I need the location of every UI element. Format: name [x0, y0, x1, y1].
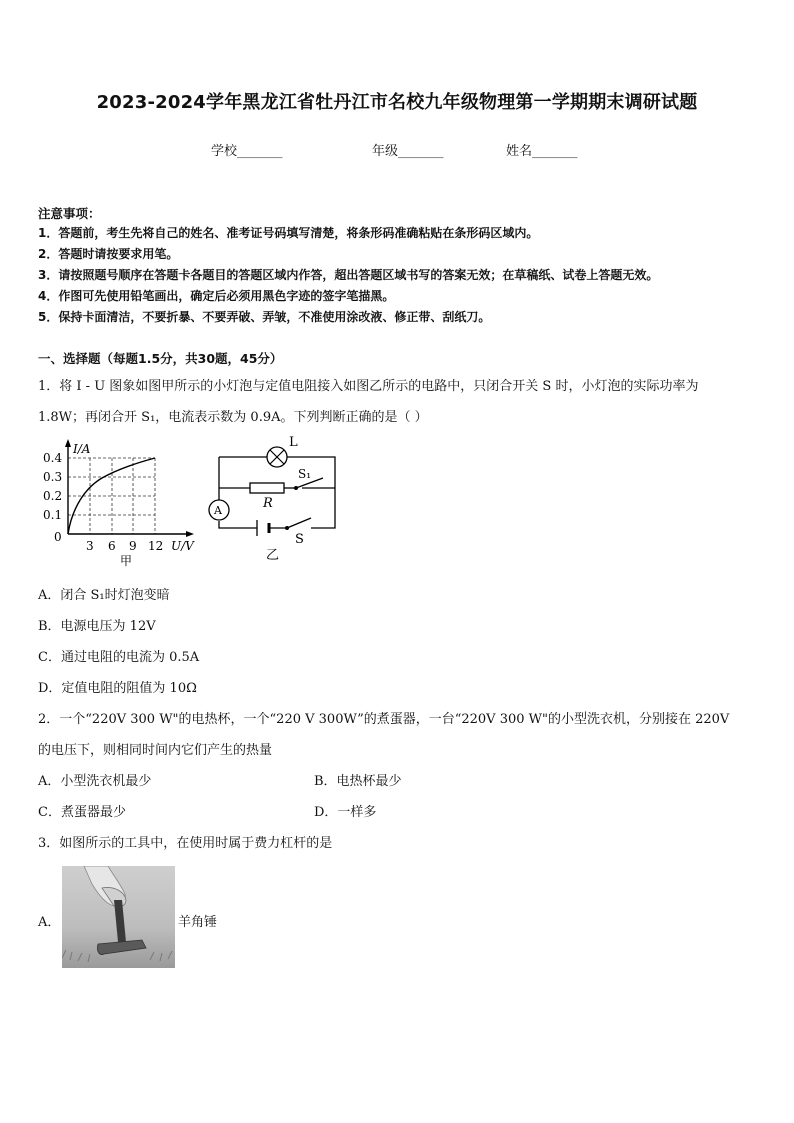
graph-origin: 0	[54, 530, 62, 544]
q2-option-a[interactable]: A．小型洗衣机最少	[38, 774, 152, 789]
q1-option-b[interactable]: B．电源电压为 12V	[38, 619, 156, 634]
q2-option-b[interactable]: B．电热杯最少	[314, 774, 402, 789]
q3-option-a-label: 羊角锤	[178, 915, 218, 930]
lamp-label: L	[289, 435, 298, 450]
q1-option-c[interactable]: C．通过电阻的电流为 0.5A	[38, 650, 200, 665]
switch-s1-label: S₁	[298, 467, 312, 481]
q1-option-a[interactable]: A．闭合 S₁时灯泡变暗	[38, 588, 170, 603]
circuit-caption: 乙	[266, 548, 280, 563]
page-title: 2023-2024学年黑龙江省牡丹江市名校九年级物理第一学期期末调研试题	[96, 92, 698, 113]
grade-field: 年级_______	[372, 144, 444, 159]
q2-stem-line1: 2．一个“220V 300 W"的电热杯，一个“220 V 300W”的煮蛋器，一台“220V 300 W"的小型洗衣机，分别接在 220V	[38, 712, 730, 727]
resistor-label: R	[263, 496, 273, 511]
name-field: 姓名_______	[506, 144, 578, 159]
school-field: 学校_______	[211, 144, 283, 159]
claw-hammer-photo	[62, 866, 175, 968]
note-item-5: 5．保持卡面清洁，不要折暴、不要弄破、弄皱，不准使用涂改液、修正带、刮纸刀。	[38, 310, 491, 324]
graph-y-tick-0.2: 0.2	[43, 489, 63, 503]
q3-stem: 3．如图所示的工具中，在使用时属于费力杠杆的是	[38, 836, 333, 851]
graph-y-label: I/A	[73, 442, 91, 456]
note-item-4: 4．作图可先使用铅笔画出，确定后必须用黑色字迹的签字笔描黑。	[38, 289, 395, 303]
q3-option-a-letter[interactable]: A．	[38, 915, 61, 930]
graph-x-label: U/V	[171, 539, 194, 553]
graph-x-tick-12: 12	[148, 539, 164, 553]
switch-s-symbol	[285, 518, 311, 530]
resistor-symbol	[250, 483, 284, 493]
battery-symbol	[257, 520, 269, 536]
iu-graph	[40, 438, 210, 568]
graph-y-tick-0.4: 0.4	[43, 451, 63, 465]
graph-y-tick-0.3: 0.3	[43, 470, 63, 484]
note-item-1: 1．答题前，考生先将自己的姓名、准考证号码填写清楚，将条形码准确粘贴在条形码区域内。	[38, 226, 539, 240]
q1-option-d[interactable]: D．定值电阻的阻值为 10Ω	[38, 681, 197, 696]
graph-caption: 甲	[120, 554, 133, 568]
graph-grid	[68, 458, 155, 534]
section-title: 一、选择题（每题1.5分，共30题，45分）	[38, 351, 283, 366]
graph-y-tick-0.1: 0.1	[43, 508, 63, 522]
q1-stem-line1: 1．将 I - U 图象如图甲所示的小灯泡与定值电阻接入如图乙所示的电路中，只闭合开关 S 时，小灯泡的实际功率为	[38, 379, 699, 394]
note-item-3: 3．请按照题号顺序在答题卡各题目的答题区域内作答，超出答题区域书写的答案无效；在草稿纸、试卷上答题无效。	[38, 268, 659, 282]
lamp-symbol	[267, 447, 287, 467]
q1-stem-line2: 1.8W；再闭合开 S₁，电流表示数为 0.9A。下列判断正确的是（ ）	[38, 410, 428, 425]
q2-option-c[interactable]: C．煮蛋器最少	[38, 805, 126, 820]
notes-title: 注意事项：	[38, 206, 101, 221]
graph-x-tick-3: 3	[86, 539, 94, 553]
circuit-diagram	[205, 432, 345, 564]
graph-x-tick-6: 6	[108, 539, 116, 553]
ammeter-label: A	[214, 504, 222, 517]
q2-stem-line2: 的电压下，则相同时间内它们产生的热量	[38, 743, 273, 758]
q2-option-d[interactable]: D．一样多	[314, 805, 377, 820]
iu-curve	[68, 458, 155, 534]
note-item-2: 2．答题时请按要求用笔。	[38, 247, 179, 261]
graph-x-tick-9: 9	[129, 539, 137, 553]
switch-s-label: S	[295, 532, 304, 547]
